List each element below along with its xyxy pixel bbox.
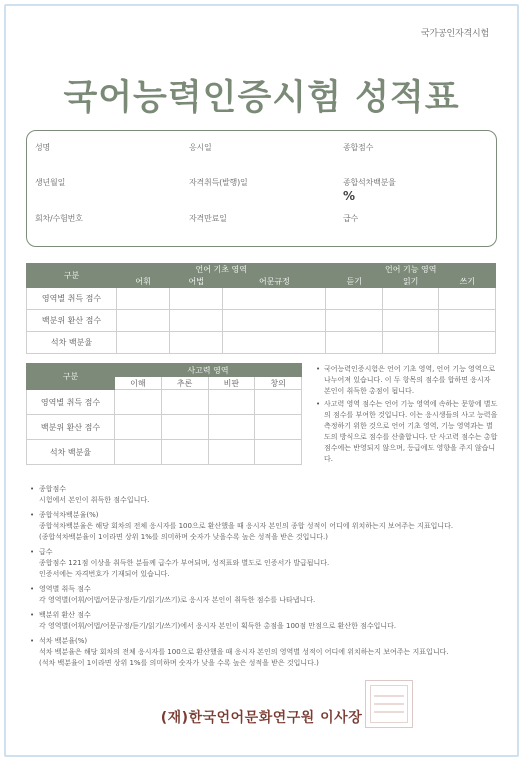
note-total-score bbox=[30, 484, 500, 506]
note-line: 각 영역별(어휘/어법/어문규정/듣기/읽기/쓰기)에서 응시자 본인이 획득한 총점을 100점 만점으로 환산한 점수입니다. bbox=[39, 622, 397, 630]
grade-label: 급수 bbox=[343, 214, 359, 223]
note-line: 종합석차백분율은 해당 회차의 전체 응시자를 100으로 환산했을 때 응시자 본인의 종합 성적이 어디에 위치하는지 보여주는 지표입니다. bbox=[39, 522, 454, 530]
col-creativity: 창의 bbox=[255, 377, 302, 390]
note-grade bbox=[30, 547, 500, 580]
col-inference: 추론 bbox=[161, 377, 208, 390]
candidate-info-box bbox=[26, 130, 497, 247]
side-note-item: • 사고력 영역 점수는 언어 기능 영역에 속하는 문항에 별도의 점수를 부여한 것입니다. 이는 응시생들의 사고 능력을 측정하기 위한 것으로 언어 기초 영역, 기능 영역과는 별도의 방식으로 점수를 산출합니다. 단 사고력 점수는 총합 점수에는 반영되지 않으며, 등급에도 영향을 주지 않습니다. bbox=[316, 399, 498, 465]
note-percentile bbox=[30, 510, 500, 543]
row-label: 석차 백분율 bbox=[27, 332, 117, 354]
col-comprehension: 이해 bbox=[115, 377, 162, 390]
percent-sign: % bbox=[343, 189, 356, 203]
col-language-rules: 어문규정 bbox=[223, 276, 326, 288]
note-title: • 석차 백분율(%) bbox=[39, 637, 88, 645]
page-title: 국어능력인증시험 성적표 bbox=[63, 78, 460, 118]
exam-type-label: 국가공인자격시험 bbox=[421, 29, 489, 39]
exam-date-label: 응시일 bbox=[189, 143, 212, 152]
side-note-item: • 국어능력인증시험은 언어 기초 영역, 언어 기능 영역으로 나누어져 있습니다. 이 두 항목의 점수를 합하면 응시자 본인이 취득한 총점이 됩니다. bbox=[316, 364, 498, 397]
basic-area-header: 언어 기초 영역 bbox=[117, 264, 326, 276]
note-line: 시험에서 본인이 취득한 점수입니다. bbox=[39, 496, 150, 504]
note-title: • 백분위 환산 점수 bbox=[39, 611, 91, 619]
skill-area-header: 언어 기능 영역 bbox=[326, 264, 496, 276]
table2-category-header: 구분 bbox=[27, 364, 115, 390]
col-listening: 듣기 bbox=[326, 276, 382, 288]
name-label: 성명 bbox=[35, 143, 51, 152]
table-row bbox=[27, 390, 302, 415]
note-rank-percentile bbox=[30, 636, 500, 669]
session-number-label: 회차/수험번호 bbox=[35, 214, 83, 223]
row-label: 영역별 취득 점수 bbox=[27, 288, 117, 310]
col-grammar: 어법 bbox=[170, 276, 223, 288]
table-row bbox=[27, 288, 496, 310]
note-line: 석차 백분율은 해당 회차의 전체 응시자를 100으로 환산했을 때 응시자 본인의 영역별 성적이 어디에 위치하는지 보여주는 지표입니다. bbox=[39, 648, 449, 656]
col-writing: 쓰기 bbox=[439, 276, 496, 288]
table-row bbox=[27, 332, 496, 354]
table-row bbox=[27, 310, 496, 332]
explanation-notes bbox=[30, 484, 500, 673]
birthdate-label: 생년월일 bbox=[35, 178, 66, 187]
note-line: 인증서에는 자격번호가 기재되어 있습니다. bbox=[39, 570, 170, 578]
note-area-score bbox=[30, 584, 500, 606]
thinking-area-header: 사고력 영역 bbox=[115, 364, 302, 377]
table-row bbox=[27, 415, 302, 440]
note-title: • 종합석차백분율(%) bbox=[39, 511, 99, 519]
row-label: 백분위 환산 점수 bbox=[27, 415, 115, 440]
note-title: • 영역별 취득 점수 bbox=[39, 585, 91, 593]
total-score-label: 종합점수 bbox=[343, 143, 374, 152]
table1-category-header: 구분 bbox=[27, 264, 117, 288]
language-score-table bbox=[26, 263, 496, 354]
issuer-name: (재)한국언어문화연구원 이사장 bbox=[160, 710, 363, 726]
row-label: 석차 백분율 bbox=[27, 440, 115, 465]
seal-mark bbox=[374, 703, 404, 705]
note-line: 각 영역별(어휘/어법/어문규정/듣기/읽기/쓰기)로 응시자 본인이 취득한 점수를 나타냅니다. bbox=[39, 596, 316, 604]
note-line: (석차 백분율이 1이라면 상위 1%를 의미하며 숫자가 낮을 수록 높은 성적을 받은 것입니다.) bbox=[39, 659, 319, 667]
percentile-label: 종합석차백분율 bbox=[343, 178, 396, 187]
cert-date-label: 자격취득(발행)일 bbox=[189, 178, 248, 187]
note-line: (종합석차백분율이 1이라면 상위 1%를 의미하며 숫자가 낮을수록 높은 성적을 받은 것입니다.) bbox=[39, 533, 328, 541]
seal-mark bbox=[374, 695, 404, 697]
table-row bbox=[27, 440, 302, 465]
side-notes bbox=[316, 364, 498, 467]
row-label: 백분위 환산 점수 bbox=[27, 310, 117, 332]
row-label: 영역별 취득 점수 bbox=[27, 390, 115, 415]
expiry-date-label: 자격만료일 bbox=[189, 214, 227, 223]
note-line: 종합점수 121점 이상을 취득한 분들께 급수가 부여되며, 성적표와 별도로 인증서가 발급됩니다. bbox=[39, 559, 330, 567]
note-title: • 종합점수 bbox=[39, 485, 67, 493]
col-reading: 읽기 bbox=[382, 276, 438, 288]
note-converted-score bbox=[30, 610, 500, 632]
thinking-score-table bbox=[26, 363, 302, 465]
col-critique: 비판 bbox=[208, 377, 255, 390]
col-vocabulary: 어휘 bbox=[117, 276, 170, 288]
note-title: • 급수 bbox=[39, 548, 53, 556]
